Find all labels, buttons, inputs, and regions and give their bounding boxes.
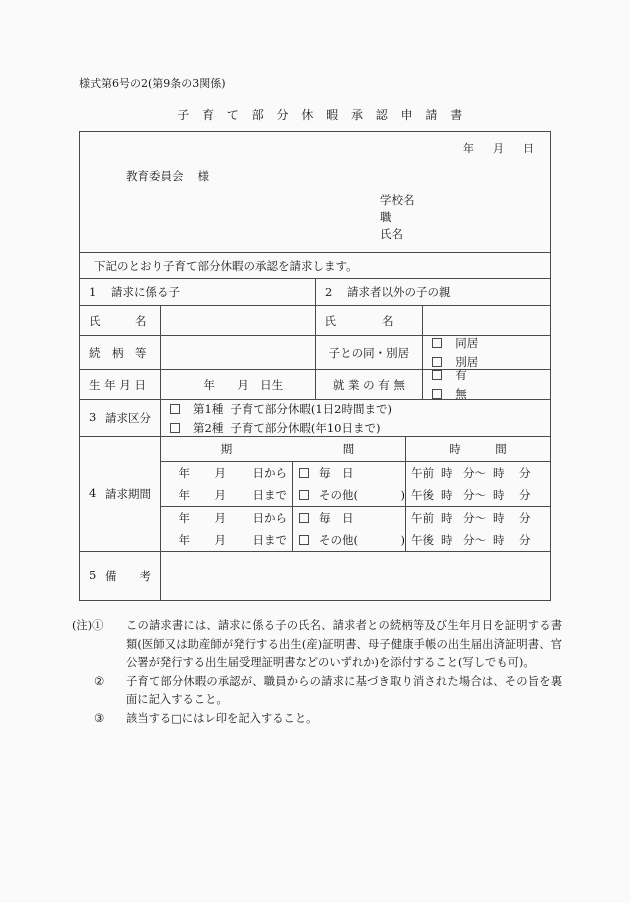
residence-label-text: 子との同・別居 (328, 345, 410, 360)
period-time-pm-min2: 分 (519, 488, 531, 502)
form-number: 様式第6号の2(第9条の3関係) (79, 77, 226, 90)
section5-label-text (80, 568, 160, 584)
residence-option-together[interactable] (432, 335, 550, 351)
period-to-line[interactable] (161, 529, 292, 551)
child-name-value[interactable] (160, 306, 315, 335)
period-time-am-min2: 分 (519, 466, 531, 480)
period-mode-column (292, 507, 405, 551)
period-time-am-label: 午前 (411, 511, 434, 525)
period-time-column (405, 462, 550, 506)
period-time-pm-hour2: 時 (493, 533, 505, 547)
note-lead (72, 617, 126, 636)
addressee-honorific: 様 (197, 169, 209, 183)
child-relation-label (80, 336, 160, 369)
period-to-line[interactable] (161, 484, 292, 506)
section4-number: 4 (89, 486, 97, 500)
period-time-am-hour2: 時 (493, 466, 505, 480)
period-to-month: 月 (214, 488, 226, 502)
checkbox-icon[interactable] (432, 389, 442, 399)
checkbox-icon[interactable] (299, 513, 309, 523)
period-mode-other-close: ) (400, 488, 405, 502)
sections-1-2 (80, 278, 550, 399)
child-dob-label-text: 生 年 月 日 (89, 377, 146, 392)
section3-option-type2[interactable] (170, 420, 550, 436)
residence-option-separate-label: 別居 (455, 355, 479, 369)
period-to-day: 日まで (252, 488, 287, 502)
checkbox-icon[interactable] (432, 338, 442, 348)
period-date-column (161, 462, 292, 506)
checkbox-icon[interactable] (299, 468, 309, 478)
signer-name-label: 氏名 (380, 227, 403, 241)
period-time-am-label: 午前 (411, 466, 434, 480)
section4-header-period-right: 間 (342, 442, 355, 456)
period-time-pm-label: 午後 (411, 488, 434, 502)
period-time-pm-hour: 時 (441, 488, 453, 502)
name-row (80, 305, 550, 335)
period-time-am-min2: 分 (519, 511, 531, 525)
period-time-am[interactable] (406, 462, 550, 484)
checkbox-icon[interactable] (170, 423, 180, 433)
period-time-pm-hour: 時 (441, 533, 453, 547)
note-text: 子育て部分休暇の承認が、職員からの請求に基づき取り消された場合は、その旨を裏面に記入すること。 (126, 674, 562, 706)
employment-option-yes[interactable] (432, 367, 550, 383)
period-mode-other-close: ) (400, 533, 405, 547)
period-time-column (405, 507, 550, 551)
section4-label (80, 437, 160, 551)
section1-number: 1 (89, 285, 97, 299)
section3-number: 3 (89, 410, 97, 424)
period-mode-everyday-label: 毎 日 (319, 466, 354, 480)
checkbox-icon[interactable] (170, 404, 180, 414)
period-time-pm[interactable] (406, 529, 550, 551)
date-line (463, 140, 534, 156)
period-to-day: 日まで (252, 533, 287, 547)
checkbox-icon[interactable] (299, 490, 309, 500)
header-block (80, 132, 550, 252)
checkbox-icon[interactable] (432, 370, 442, 380)
period-time-pm-minto: 分〜 (463, 488, 486, 502)
note-marker: ① (92, 619, 104, 632)
form-table (79, 131, 551, 601)
signer-post-label: 職 (380, 210, 392, 224)
period-time-am-hour2: 時 (493, 511, 505, 525)
note-text: 該当する□にはレ印を記入すること。 (126, 711, 318, 725)
period-time-pm-hour2: 時 (493, 488, 505, 502)
page-title: 子 育 て 部 分 休 暇 承 認 申 請 書 (177, 108, 467, 122)
section2-title: 請求者以外の子の親 (347, 285, 451, 299)
note-marker: ③ (94, 711, 105, 725)
section3-options (160, 400, 550, 436)
dob-day-label: 日生 (260, 377, 284, 392)
section2-number: 2 (325, 285, 333, 299)
section4-body (160, 437, 550, 551)
period-mode-everyday[interactable] (293, 507, 405, 529)
section1-heading-text (89, 284, 180, 300)
addressee (126, 168, 209, 184)
date-day-label: 日 (523, 142, 534, 155)
date-year-label: 年 (463, 142, 474, 155)
period-group (161, 506, 550, 551)
period-mode-other-label: その他( (319, 533, 358, 547)
section3-option-type2-kind: 第2種 (193, 420, 224, 435)
period-mode-other[interactable] (293, 484, 405, 506)
section2-heading (315, 279, 550, 305)
period-group (161, 462, 550, 506)
section1-title: 請求に係る子 (111, 285, 180, 299)
section4-title: 請求期間 (105, 487, 151, 501)
period-time-pm-min2: 分 (519, 533, 531, 547)
relation-row (80, 335, 550, 369)
period-mode-everyday[interactable] (293, 462, 405, 484)
period-time-am-hour: 時 (441, 511, 453, 525)
child-relation-value[interactable] (160, 336, 315, 369)
notes-block (72, 617, 562, 728)
section3-option-type1[interactable] (170, 401, 550, 417)
signer-block (380, 192, 415, 243)
period-from-month: 月 (214, 466, 226, 480)
dob-month-label: 月 (237, 377, 249, 392)
section3-option-type2-text: 子育て部分休暇(年10日まで) (230, 420, 381, 435)
signer-school-label: 学校名 (380, 193, 415, 207)
section4-header-period-left: 期 (220, 442, 233, 456)
period-from-day: 日から (252, 466, 287, 480)
section1-heading (80, 279, 315, 305)
period-from-year: 年 (178, 466, 190, 480)
period-time-am[interactable] (406, 507, 550, 529)
period-mode-other[interactable] (293, 529, 405, 551)
section4 (80, 436, 550, 551)
addressee-name: 教育委員会 (126, 169, 184, 183)
date-month-label: 月 (493, 142, 504, 155)
child-dob-label (80, 370, 160, 399)
employment-option-yes-label: 有 (455, 368, 467, 382)
period-from-year: 年 (178, 511, 190, 525)
child-dob-value[interactable] (160, 370, 315, 399)
period-date-column (161, 507, 292, 551)
section3 (80, 399, 550, 436)
section3-label-text (80, 410, 160, 426)
period-from-day: 日から (252, 511, 287, 525)
period-from-line[interactable] (161, 507, 292, 529)
section-heading-row (80, 279, 550, 305)
section4-header-time: 時 間 (405, 437, 550, 461)
parent-name-label-text: 氏 名 (324, 313, 394, 328)
section5-row (80, 552, 550, 600)
section5-label (80, 552, 160, 600)
section5 (80, 551, 550, 600)
employment-label (315, 370, 423, 399)
note-item (72, 673, 562, 710)
child-relation-label-text: 続 柄 等 (89, 345, 147, 360)
residence-label (315, 336, 423, 369)
period-time-pm-minto: 分〜 (463, 533, 486, 547)
notes-lead-label: (注) (72, 619, 93, 632)
child-name-label (80, 306, 160, 335)
period-time-pm-label: 午後 (411, 533, 434, 547)
dob-row (80, 369, 550, 399)
period-to-year: 年 (178, 533, 190, 547)
period-mode-everyday-label: 毎 日 (319, 511, 354, 525)
section5-number: 5 (89, 568, 97, 582)
period-time-am-minto: 分〜 (463, 511, 486, 525)
checkbox-icon[interactable] (299, 535, 309, 545)
period-time-am-hour: 時 (441, 466, 453, 480)
residence-options (422, 336, 550, 369)
parent-name-value[interactable] (422, 306, 550, 335)
period-to-month: 月 (214, 533, 226, 547)
section5-value[interactable] (160, 552, 550, 600)
employment-label-text: 就 業 の 有 無 (332, 377, 405, 392)
section3-row (80, 400, 550, 436)
section3-option-type1-kind: 第1種 (193, 401, 224, 416)
employment-options (422, 370, 550, 399)
section4-header-row (161, 437, 550, 462)
parent-name-label (315, 306, 423, 335)
period-from-line[interactable] (161, 462, 292, 484)
period-mode-column (292, 462, 405, 506)
child-dob-fields (161, 377, 315, 393)
note-item (72, 710, 562, 729)
section5-title: 備 考 (105, 569, 151, 583)
section3-title: 請求区分 (105, 411, 151, 425)
period-time-pm[interactable] (406, 484, 550, 506)
period-to-year: 年 (178, 488, 190, 502)
section4-label-text (80, 486, 160, 502)
section3-label (80, 400, 160, 436)
residence-option-together-label: 同居 (455, 336, 479, 350)
note-marker: ② (94, 674, 105, 688)
checkbox-icon[interactable] (432, 357, 442, 367)
period-mode-other-label: その他( (319, 488, 358, 502)
declaration-text: 下記のとおり子育て部分休暇の承認を請求します。 (94, 259, 358, 273)
period-time-am-minto: 分〜 (463, 466, 486, 480)
note-text: この請求書には、請求に係る子の氏名、請求者との続柄等及び生年月日を証明する書類(医師又は助産師が発行する出生(産)証明書、母子健康手帳の出生届出済証明書、官公署が発行する出生届受理証明書などのいずれか)を添付すること(写しでも可)。 (126, 619, 562, 669)
note-item (72, 617, 562, 673)
section2-heading-text (325, 284, 451, 300)
section3-option-type1-text: 子育て部分休暇(1日2時間まで) (230, 401, 392, 416)
declaration-row (80, 252, 550, 278)
period-from-month: 月 (214, 511, 226, 525)
child-name-label-text: 氏 名 (89, 313, 147, 328)
dob-year-label: 年 (203, 377, 215, 392)
employment-option-no-label: 無 (455, 387, 467, 401)
